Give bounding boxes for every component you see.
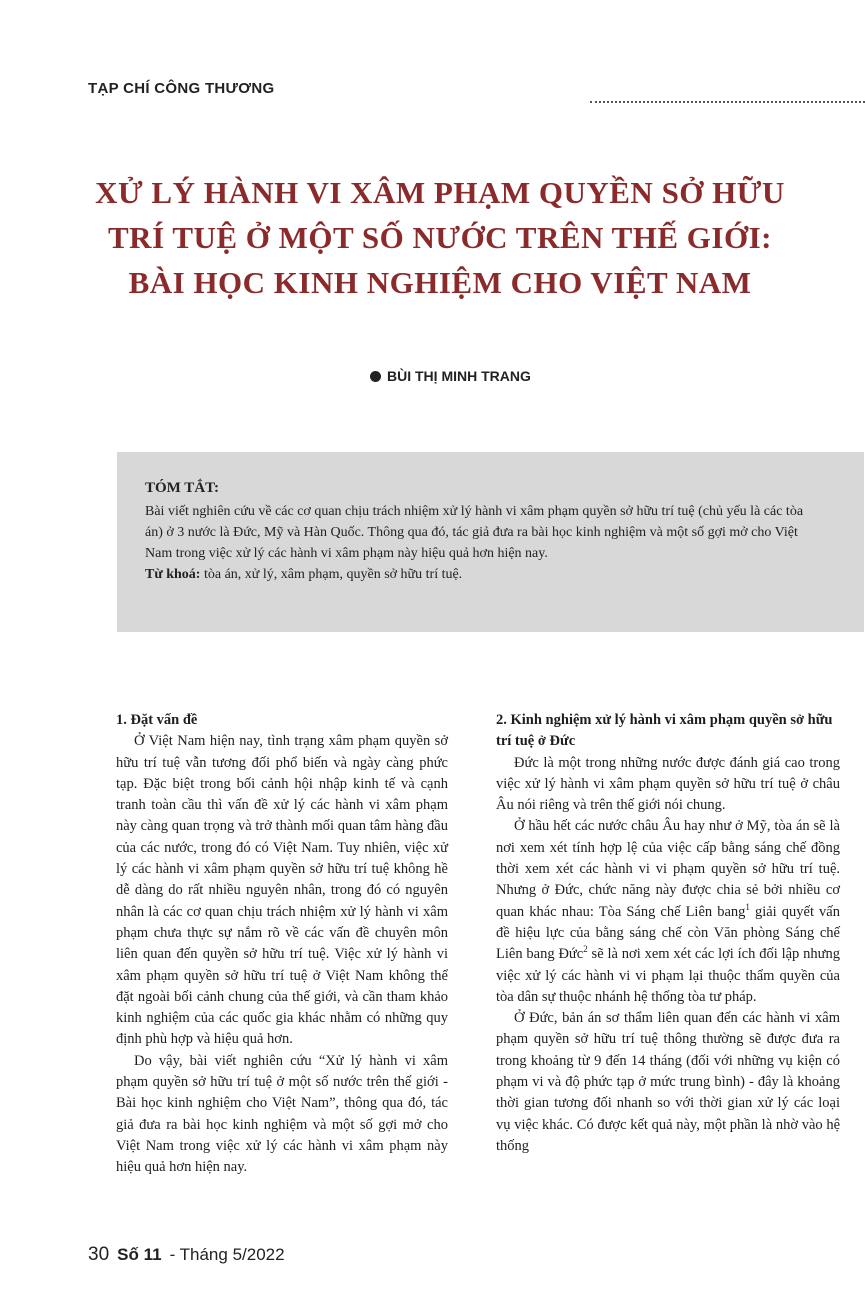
section-2-paragraph-2-part-a: Ở hầu hết các nước châu Âu hay như ở Mỹ, tòa án sẽ là nơi xem xét tính hợp lệ của việc cấp bằng sáng chế đồng thời xem xét các hành vi vi phạm quyền sở hữu trí tuệ. Nhưng ở Đức, chức năng này được chia sẻ bởi nhiều cơ quan khác nhau: Tòa Sáng chế Liên bang (496, 818, 840, 920)
author-line (370, 368, 531, 384)
keywords-label: Từ khoá: (145, 567, 201, 582)
section-2-paragraph-2 (496, 816, 840, 1008)
footnote-ref-2[interactable]: 2 (583, 944, 588, 955)
title-line-1: XỬ LÝ HÀNH VI XÂM PHẠM QUYỀN SỞ HỮU (95, 175, 785, 210)
footnote-ref-1[interactable]: 1 (745, 901, 750, 912)
section-2-paragraph-2-part-b: giải quyết vấn đề hiệu lực của bằng sáng chế còn Văn phòng Sáng chế Liên bang Đức (496, 903, 840, 963)
issue-number: Số 11 (117, 1245, 162, 1264)
title-line-3: BÀI HỌC KINH NGHIỆM CHO VIỆT NAM (128, 265, 752, 300)
page-footer (88, 1244, 285, 1266)
journal-name: TẠP CHÍ CÔNG THƯƠNG (88, 80, 275, 97)
keywords-list: tòa án, xử lý, xâm phạm, quyền sở hữu trí tuệ. (200, 567, 463, 582)
title-line-2: TRÍ TUỆ Ở MỘT SỐ NƯỚC TRÊN THẾ GIỚI: (108, 220, 772, 255)
left-column (116, 710, 448, 1179)
section-1-heading: 1. Đặt vấn đề (116, 712, 198, 728)
abstract-keywords (145, 564, 824, 585)
header-rule (590, 101, 865, 103)
article-title (60, 170, 820, 305)
issue-date: - Tháng 5/2022 (169, 1245, 285, 1264)
section-2-paragraph-1: Đức là một trong những nước được đánh giá cao trong việc xử lý hành vi xâm phạm quyền sở hữu trí tuệ ở châu Âu nói riêng và trên thế giới nói chung. (496, 754, 840, 814)
section-2-paragraph-2-part-c: sẽ là nơi xem xét các lợi ích đối lập nhưng việc xử lý các hành vi vi phạm lại thuộc thẩm quyền của tòa dân sự thuộc nhánh hệ thống tòa tư pháp. (496, 946, 840, 1005)
abstract-text: Bài viết nghiên cứu về các cơ quan chịu trách nhiệm xử lý hành vi xâm phạm quyền sở hữu trí tuệ (chủ yếu là các tòa án) ở 3 nước là Đức, Mỹ và Hàn Quốc. Thông qua đó, tác giả đưa ra bài học kinh nghiệm và một số gợi mở cho Việt Nam trong việc xử lý các hành vi xâm phạm này hiệu quả hơn hiện nay. (145, 504, 804, 561)
section-2-heading: 2. Kinh nghiệm xử lý hành vi xâm phạm quyền sở hữu trí tuệ ở Đức (496, 712, 833, 750)
right-column (496, 710, 840, 1157)
abstract-box (117, 452, 864, 632)
abstract-heading: TÓM TẮT: (145, 480, 220, 496)
section-1-paragraph-2: Do vậy, bài viết nghiên cứu “Xử lý hành vi xâm phạm quyền sở hữu trí tuệ ở một số nước trên thế giới - Bài học kinh nghiệm cho Việt Nam”, thông qua đó, tác giả đưa ra bài học kinh nghiệm và một số gợi mở cho Việt Nam trong việc xử lý các hành vi xâm phạm này hiệu quả hơn hiện nay. (116, 1052, 448, 1176)
section-2-paragraph-3: Ở Đức, bản án sơ thẩm liên quan đến các hành vi xâm phạm quyền sở hữu trí tuệ thông thường sẽ được đưa ra trong khoảng từ 9 đến 14 tháng (đối với những vụ kiện có phạm vi và độ phức tạp ở mức trung bình) - đây là khoảng thời gian tương đối nhanh so với thời gian xử lý các loại vụ việc khác. Có được kết quả này, một phần là nhờ vào hệ thống (496, 1010, 840, 1154)
page-number: 30 (88, 1244, 110, 1265)
bullet-icon (370, 371, 381, 382)
section-1-paragraph-1: Ở Việt Nam hiện nay, tình trạng xâm phạm quyền sở hữu trí tuệ vẫn tương đối phổ biến và ngày càng phức tạp. Đặc biệt trong bối cảnh hội nhập kinh tế và cạnh tranh toàn cầu thì vấn đề xử lý các hành vi xâm phạm này càng quan trọng và trở thành mối quan tâm hàng đầu của các nước, trong đó có Việt Nam. Tuy nhiên, việc xử lý các hành vi xâm phạm quyền sở hữu trí tuệ không hề dễ dàng do rất nhiều nguyên nhân, trong đó có nguyên nhân là các cơ quan chịu trách nhiệm xử lý hành vi xâm phạm chưa thực sự nắm rõ về các vấn đề chuyên môn liên quan đến quyền sở hữu trí tuệ. Việc xử lý hành vi xâm phạm quyền sở hữu trí tuệ ở Việt Nam không thể đặt ngoài bối cảnh chung của thế giới, và cần tham khảo kinh nghiệm của các quốc gia khác nhằm có những quy định phù hợp và hiệu quả hơn. (116, 733, 448, 1048)
author-name: BÙI THỊ MINH TRANG (387, 368, 531, 384)
